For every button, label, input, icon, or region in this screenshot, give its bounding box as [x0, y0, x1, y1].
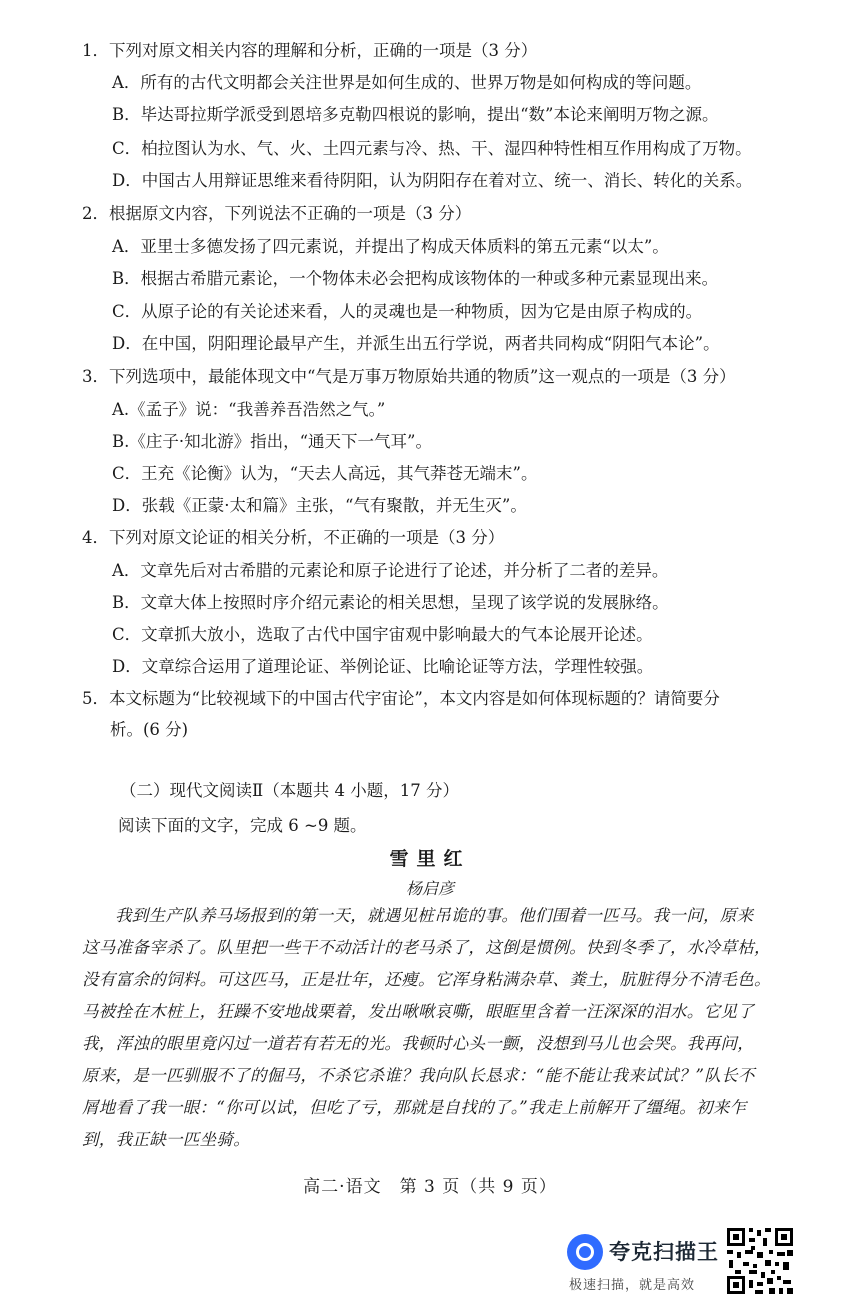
section-heading: （二）现代文阅读Ⅱ（本题共 4 小题，17 分） — [120, 781, 459, 800]
story-line: 我到生产队养马场报到的第一天，就遇见桩吊诡的事。他们围着一匹马。我一问，原来 — [115, 906, 754, 925]
question-4-option-a: A．文章先后对古希腊的元素论和原子论进行了论述，并分析了二者的差异。 — [112, 561, 669, 580]
question-2-option-a: A．亚里士多德发扬了四元素说，并提出了构成天体质料的第五元素“以太”。 — [112, 237, 669, 256]
watermark-app-name: 夸克扫描王 — [609, 1240, 719, 1264]
page-footer: 高二·语文 第 3 页（共 9 页） — [303, 1177, 557, 1197]
story-line: 我，浑浊的眼里竟闪过一道若有若无的光。我顿时心头一颤，没想到马儿也会哭。我再问， — [82, 1034, 754, 1053]
question-1-option-c: C．柏拉图认为水、气、火、土四元素与冷、热、干、湿四种特性相互作用构成了万物。 — [112, 139, 752, 158]
story-author: 杨启彦 — [405, 879, 454, 898]
question-3-option-d: D．张载《正蒙·太和篇》主张，“气有聚散，并无生灭”。 — [112, 496, 527, 515]
story-line: 马被拴在木桩上，狂躁不安地战栗着，发出啾啾哀嘶，眼眶里含着一汪深深的泪水。它见了 — [82, 1002, 754, 1021]
question-3-option-b: B.《庄子·知北游》指出，“通天下一气耳”。 — [112, 432, 432, 451]
question-3-option-c: C．王充《论衡》认为，“天去人高远，其气莽苍无端末”。 — [112, 464, 538, 483]
question-4-option-d: D．文章综合运用了道理论证、举例论证、比喻论证等方法，学理性较强。 — [112, 657, 654, 676]
question-3-option-a: A.《孟子》说：“我善养吾浩然之气。” — [112, 400, 386, 419]
question-2-option-c: C．从原子论的有关论述来看，人的灵魂也是一种物质，因为它是由原子构成的。 — [112, 302, 703, 321]
question-4-option-b: B．文章大体上按照时序介绍元素论的相关思想，呈现了该学说的发展脉络。 — [112, 593, 669, 612]
question-1-option-d: D．中国古人用辩证思维来看待阴阳，认为阴阳存在着对立、统一、消长、转化的关系。 — [112, 171, 753, 190]
question-4-option-c: C．文章抓大放小，选取了古代中国宇宙观中影响最大的气本论展开论述。 — [112, 625, 653, 644]
question-5-line-1: 5．本文标题为“比较视域下的中国古代宇宙论”，本文内容是如何体现标题的？请简要分 — [82, 689, 720, 708]
question-3-stem: 3．下列选项中，最能体现文中“气是万事万物原始共通的物质”这一观点的一项是（3 分） — [82, 367, 736, 386]
question-4-stem: 4．下列对原文论证的相关分析，不正确的一项是（3 分） — [82, 528, 505, 547]
scanner-watermark — [563, 1226, 859, 1306]
question-2-option-b: B．根据古希腊元素论，一个物体未必会把构成该物体的一种或多种元素显现出来。 — [112, 269, 719, 288]
watermark-slogan: 极速扫描，就是高效 — [569, 1278, 696, 1293]
question-1-option-a: A．所有的古代文明都会关注世界是如何生成的、世界万物是如何构成的等问题。 — [112, 73, 702, 92]
story-line: 到，我正缺一匹坐骑。 — [82, 1130, 250, 1149]
story-line: 屑地看了我一眼：“你可以试，但吃了亏，那就是自找的了。”我走上前解开了缰绳。初来乍 — [82, 1098, 747, 1117]
question-2-option-d: D．在中国，阴阳理论最早产生，并派生出五行学说，两者共同构成“阴阳气本论”。 — [112, 334, 720, 353]
story-line: 原来，是一匹驯服不了的倔马，不杀它杀谁？我向队长恳求：“能不能让我来试试？”队长不 — [82, 1066, 755, 1085]
story-line: 这马准备宰杀了。队里把一些干不动活计的老马杀了，这倒是惯例。快到冬季了，水冷草枯， — [82, 938, 771, 957]
question-1-option-b: B．毕达哥拉斯学派受到恩培多克勒四根说的影响，提出“数”本论来阐明万物之源。 — [112, 105, 719, 124]
qr-code-icon — [725, 1226, 795, 1296]
story-line: 没有富余的饲料。可这匹马，正是壮年，还瘦。它浑身粘满杂草、粪土，肮脏得分不清毛色。 — [82, 970, 771, 989]
quark-logo-icon — [567, 1234, 603, 1270]
question-5-line-2: 析。(6 分) — [110, 720, 189, 739]
section-instruction: 阅读下面的文字，完成 6 ~9 题。 — [118, 816, 367, 835]
story-title: 雪里红 — [389, 848, 471, 870]
question-1-stem: 1．下列对原文相关内容的理解和分析，正确的一项是（3 分） — [82, 41, 538, 60]
story-paragraph — [82, 900, 798, 1156]
question-2-stem: 2．根据原文内容，下列说法不正确的一项是（3 分） — [82, 204, 472, 223]
